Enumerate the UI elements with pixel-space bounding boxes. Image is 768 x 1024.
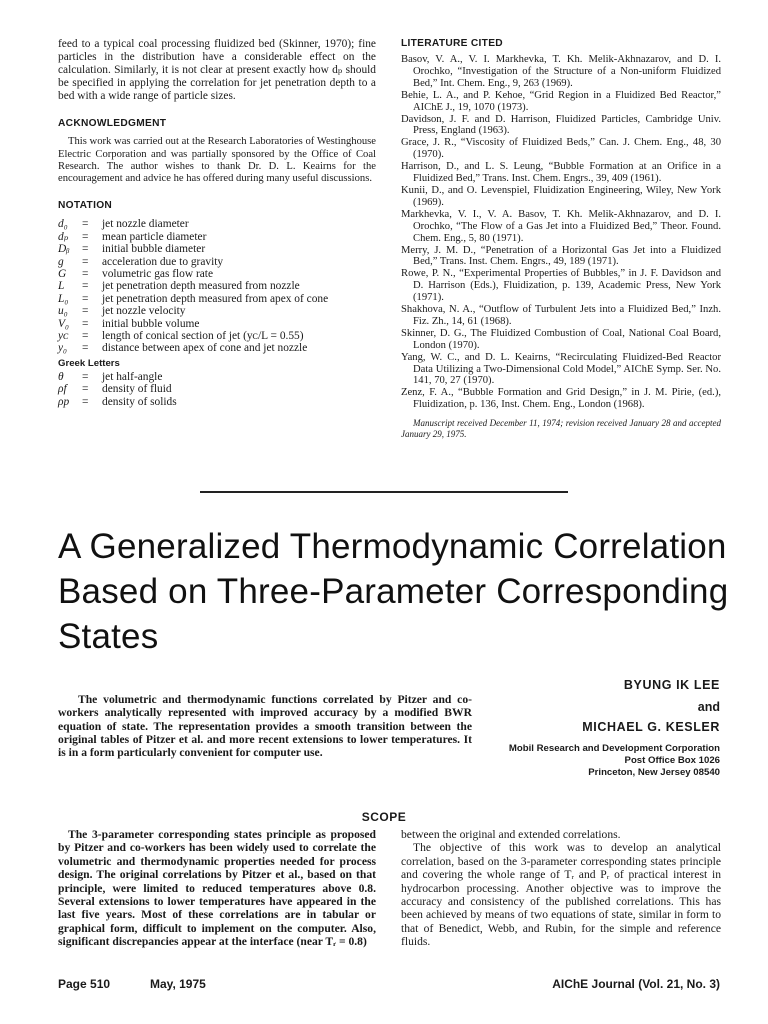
scope-right-text: between the original and extended correlations. bbox=[401, 828, 621, 841]
reference-item: Davidson, J. F. and D. Harrison, Fluidized Particles, Cambridge Univ. Press, England (1963). bbox=[401, 113, 721, 137]
notation-row: L = jet penetration depth measured from nozzle bbox=[58, 280, 300, 293]
abstract bbox=[58, 693, 472, 759]
notation-row: θ = jet half-angle bbox=[58, 370, 163, 383]
intro-paragraph: feed to a typical coal processing fluidized bed (Skinner, 1970); fine particles in the distribution have a considerable effect on the calculation. Similarly, it is not clear at present exactly how dₚ should be specified in applying the correlation for jet penetration depth to a bed with a wide range of particle sizes. bbox=[58, 38, 376, 103]
notation-row: Dᵦ = initial bubble diameter bbox=[58, 243, 206, 256]
greek-heading: Greek Letters bbox=[58, 357, 120, 369]
reference-item: Markhevka, V. I., V. A. Basov, T. Kh. Melik-Akhnazarov, and D. I. Orochko, “The Flow of a Gas Jet into a Fluidized Bed,” Theor. Found. Chem. Eng., 5, 80 (1971). bbox=[401, 208, 721, 244]
references-list bbox=[401, 54, 721, 411]
abstract-text: The volumetric and thermodynamic functions correlated by Pitzer and co-workers analytically represented with improved accuracy by a modified BWR equation of state. The representation provides a smooth transition between the original tables of Pitzer et al. and more recent extensions to lower temperatures. It is in a form particularly convenient for computer use. bbox=[58, 693, 472, 760]
notation-row: G = volumetric gas flow rate bbox=[58, 267, 214, 280]
reference-item: Rowe, P. N., “Experimental Properties of Bubbles,” in J. F. Davidson and D. Harrison (Eds.), Fluidization, p. 139, Academic Press, New York (1971). bbox=[401, 268, 721, 304]
scope-right-text: The objective of this work was to develop an analytical correlation, based on the 3-parameter corresponding states principle and covering the whole range of Tᵣ and Pᵣ of practical interest in hydrocarbon processing. Another objective was to improve the accuracy and consistency of the published correlations. This has been achieved by means of two equations of state, similar in form to that of Benedict, Webb, and Rubin, for the simple and reference fluids. bbox=[401, 841, 721, 949]
notation-row: ρp = density of solids bbox=[58, 395, 177, 408]
acknowledgment-text: This work was carried out at the Research Laboratories of Westinghouse Electric Corporation and was partially sponsored by the Office of Coal Research. The author wishes to thank Dr. D. L. Keairns for the encouragement and advice he has offered during many useful discussions. bbox=[58, 136, 376, 185]
title-line: Based on Three-Parameter Corresponding bbox=[58, 572, 729, 611]
acknowledgment-heading: ACKNOWLEDGMENT bbox=[58, 118, 167, 130]
manuscript-note: Manuscript received December 11, 1974; revision received January 28 and accepted January 29, 1975. bbox=[401, 418, 721, 439]
reference-item: Skinner, D. G., The Fluidized Combustion of Coal, National Coal Board, London (1970). bbox=[401, 327, 721, 351]
affiliation-line: Mobil Research and Development Corporation bbox=[508, 743, 720, 754]
author-name: BYUNG IK LEE bbox=[623, 678, 720, 692]
notation-row: L₀ = jet penetration depth measured from apex of cone bbox=[58, 292, 329, 305]
reference-item: Shakhova, N. A., “Outflow of Turbulent Jets into a Fluidized Bed,” Inzh. Fiz. Zh., 14, 61 (1968). bbox=[401, 304, 721, 327]
author-block bbox=[468, 678, 720, 778]
scope-right-column bbox=[401, 828, 721, 949]
reference-item: Behie, L. A., and P. Kehoe, “Grid Region in a Fluidized Bed Reactor,” AIChE J., 19, 1070 (1973). bbox=[401, 89, 721, 113]
reference-item: Kunii, D., and O. Levenspiel, Fluidization Engineering, Wiley, New York (1969). bbox=[401, 184, 721, 208]
reference-item: Harrison, D., and L. S. Leung, “Bubble Formation at an Orifice in a Fluidized Bed,” Trans. Inst. Chem. Engrs., 39, 409 (1961). bbox=[401, 161, 721, 185]
affiliation-line: Post Office Box 1026 bbox=[624, 755, 720, 766]
reference-item: Yang, W. C., and D. L. Keairns, “Recirculating Fluidized-Bed Reactor Data Utilizing a Two-Dimensional Cold Model,” AIChE Symp. Ser. No. 141, 70, 27 (1970). bbox=[401, 351, 721, 387]
section-divider bbox=[200, 491, 568, 493]
notation-row: V₀ = initial bubble volume bbox=[58, 317, 200, 330]
notation-row: dₚ = mean particle diameter bbox=[58, 230, 207, 243]
notation-row: g = acceleration due to gravity bbox=[58, 255, 224, 268]
title-line: States bbox=[58, 617, 159, 656]
notation-row: yᴄ = length of conical section of jet (yᴄ/L = 0.55) bbox=[58, 329, 304, 342]
title-line: A Generalized Thermodynamic Correlation bbox=[58, 527, 727, 566]
scope-heading-wrap bbox=[0, 808, 768, 826]
author-conjunction: and bbox=[697, 700, 720, 714]
notation-list bbox=[58, 218, 376, 354]
notation-row: ρf = density of fluid bbox=[58, 383, 172, 396]
footer-journal: AIChE Journal (Vol. 21, No. 3) bbox=[552, 977, 720, 991]
scope-left-text: The 3-parameter corresponding states principle as proposed by Pitzer and co-workers has been widely used to correlate the volumetric and thermodynamic properties needed for process design. The original correlations by Pitzer et al., based on that principle, were limited to reduced temperatures above 0.8. Several extensions to lower temperatures have appeared in the last five years. Most of these correlations are in tabular or graphical form, difficult to implement on the computer. Also, significant discrepancies appear at the interface (near Tᵣ = 0.8) bbox=[58, 828, 376, 949]
reference-item: Zenz, F. A., “Bubble Formation and Grid Design,” in J. M. Pirie, (ed.), Fluidization, p. 136, Inst. Chem. Eng., London (1968). bbox=[401, 387, 721, 411]
article-title bbox=[58, 524, 738, 659]
prev-article-right-column bbox=[401, 38, 721, 439]
notation-row: d₀ = jet nozzle diameter bbox=[58, 218, 189, 231]
scope-heading: SCOPE bbox=[361, 810, 407, 824]
notation-heading: NOTATION bbox=[58, 200, 113, 212]
reference-item: Merry, J. M. D., “Penetration of a Horizontal Gas Jet into a Fluidized Bed,” Trans. Inst. Chem. Engrs., 49, 189 (1971). bbox=[401, 244, 721, 268]
reference-item: Grace, J. R., “Viscosity of Fluidized Beds,” Can. J. Chem. Eng., 48, 30 (1970). bbox=[401, 137, 721, 161]
reference-item: Basov, V. A., V. I. Markhevka, T. Kh. Melik-Akhnazarov, and D. I. Orochko, “Investigation of the Structure of a Non-uniform Fluidized Bed,” Int. Chem. Eng., 9, 263 (1969). bbox=[401, 54, 721, 89]
footer-page: Page 510 bbox=[58, 977, 111, 991]
footer-date: May, 1975 bbox=[150, 977, 206, 991]
notation-row: y₀ = distance between apex of cone and jet nozzle bbox=[58, 342, 308, 355]
literature-heading: LITERATURE CITED bbox=[401, 38, 503, 49]
notation-row: u₀ = jet nozzle velocity bbox=[58, 305, 186, 318]
affiliation-line: Princeton, New Jersey 08540 bbox=[588, 767, 720, 778]
scope-left-column bbox=[58, 828, 376, 949]
prev-article-left-column bbox=[58, 38, 376, 408]
author-name: MICHAEL G. KESLER bbox=[582, 720, 720, 734]
greek-list bbox=[58, 371, 376, 408]
